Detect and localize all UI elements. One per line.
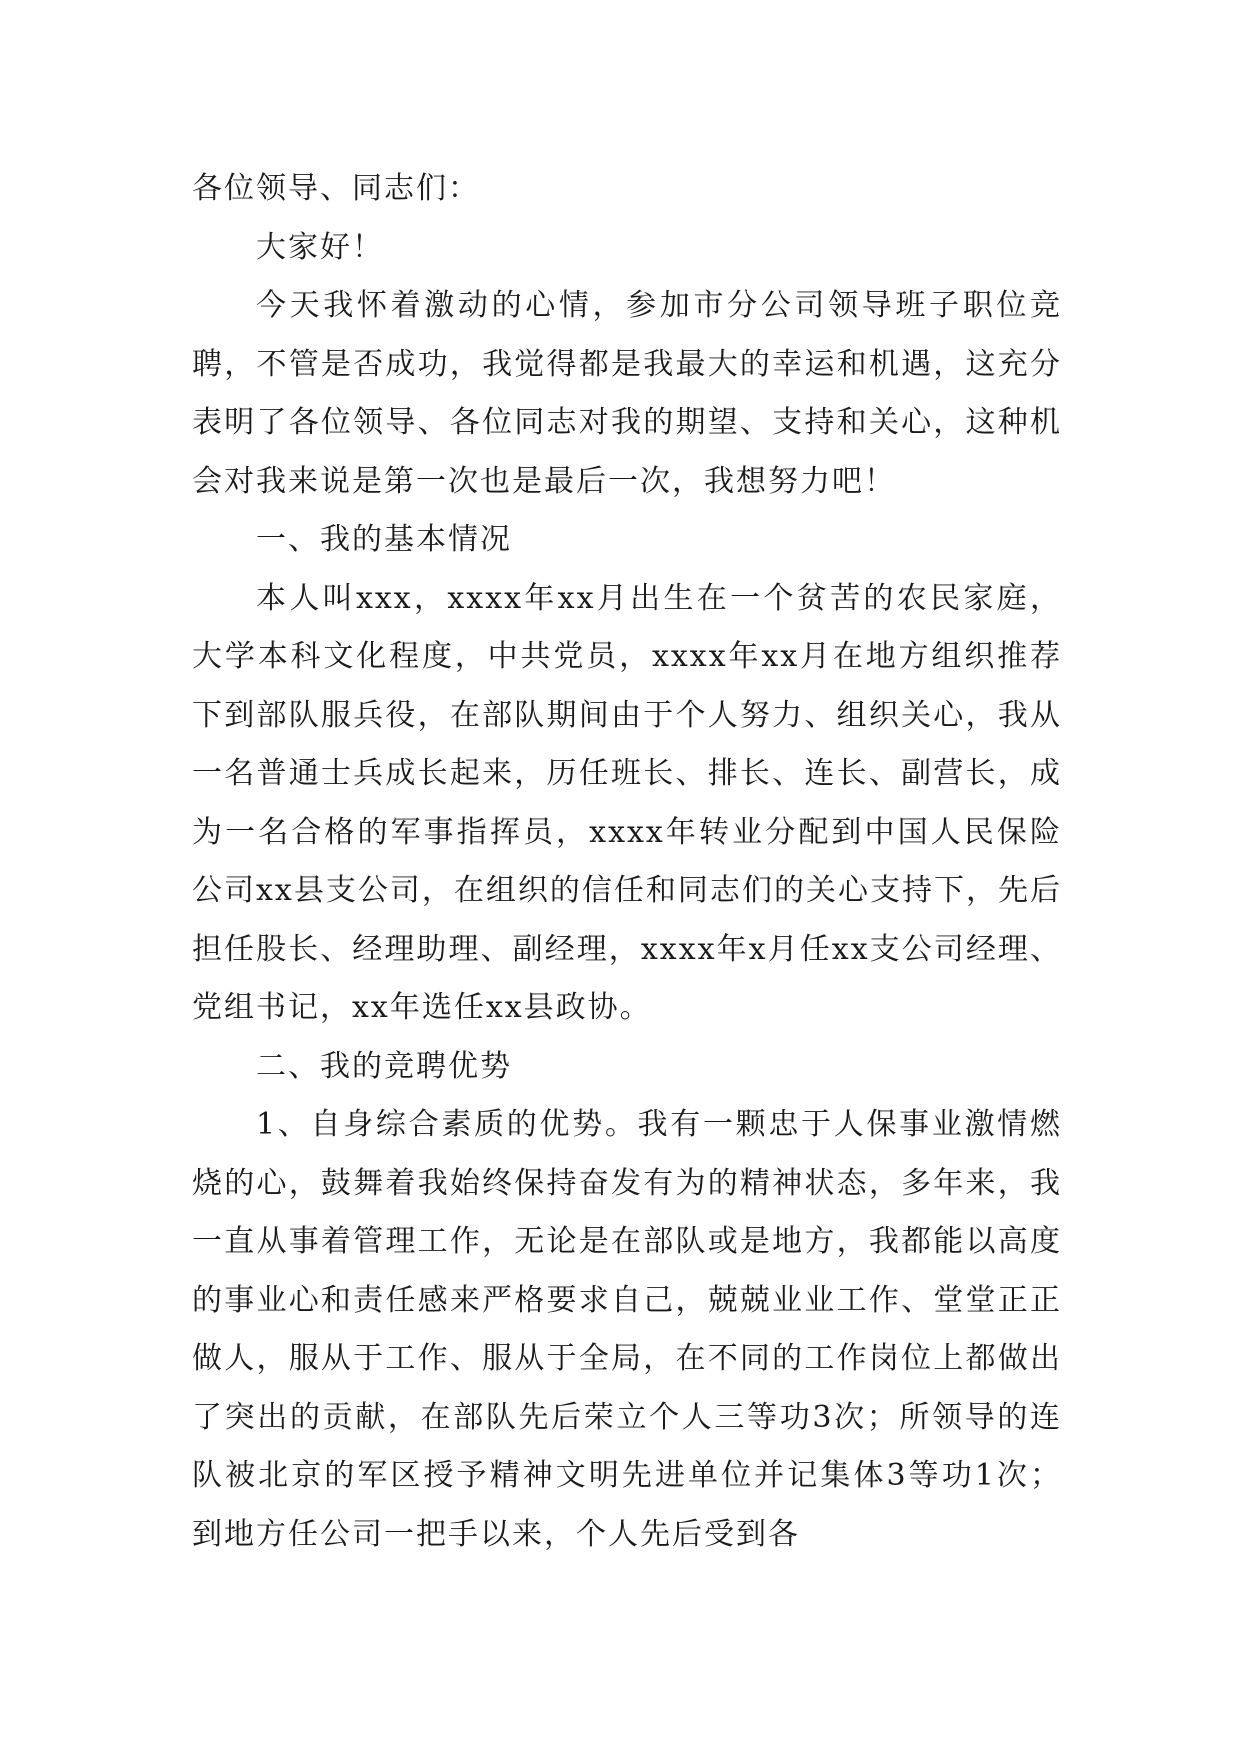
greeting: 大家好！ — [256, 229, 384, 265]
salutation: 各位领导、同志们： — [192, 171, 480, 206]
document-body — [192, 160, 1062, 1564]
section1-paragraph: 本人叫xxx，xxxx年xx月出生在一个贫苦的农民家庭，大学本科文化程度，中共党员，xxxx年xx月在地方组织推荐下到部队服兵役，在部队期间由于个人努力、组织关心，我从一名普通士兵成长起来，历任班长、排长、连长、副营长，成为一名合格的军事指挥员，xxxx年转业分配到中国人民保险公司xx县支公司，在组织的信任和同志们的关心支持下，先后担任股长、经理助理、副经理，xxxx年x月任xx支公司经理、党组书记，xx年选任xx县政协。 — [192, 580, 1062, 1025]
section1-heading: 一、我的基本情况 — [256, 522, 512, 557]
intro-paragraph: 今天我怀着激动的心情，参加市分公司领导班子职位竞聘，不管是否成功，我觉得都是我最大的幸运和机遇，这充分表明了各位领导、各位同志对我的期望、支持和关心，这种机会对我来说是第一次也是最后一次，我想努力吧！ — [192, 288, 1062, 499]
section2-heading: 二、我的竞聘优势 — [256, 1048, 512, 1084]
section2-item1-paragraph: 1、自身综合素质的优势。我有一颗忠于人保事业激情燃烧的心，鼓舞着我始终保持奋发有为的精神状态，多年来，我一直从事着管理工作，无论是在部队或是地方，我都能以高度的事业心和责任感来严格要求自己，兢兢业业工作、堂堂正正做人，服从于工作、服从于全局，在不同的工作岗位上都做出了突出的贡献，在部队先后荣立个人三等功3次；所领导的连队被北京的军区授予精神文明先进单位并记集体3等功1次；到地方任公司一把手以来，个人先后受到各 — [192, 1107, 1062, 1552]
